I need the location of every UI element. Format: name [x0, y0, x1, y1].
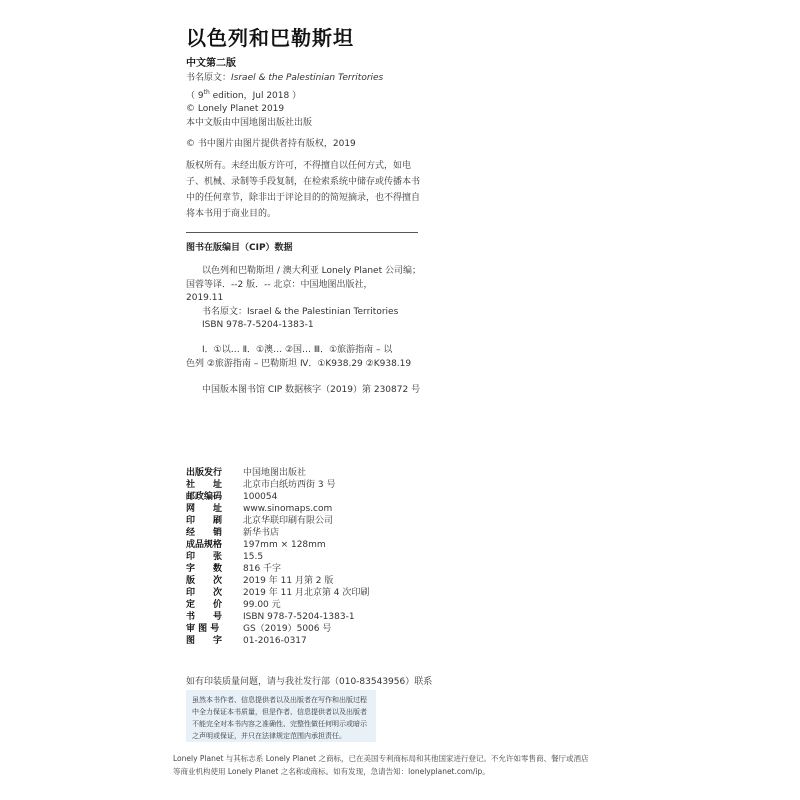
pub-value: www.sinomaps.com [243, 504, 333, 514]
pub-value: 北京华联印刷有限公司 [243, 516, 334, 526]
cip-record: 中国版本图书馆 CIP 数据核字（2019）第 230872 号 [202, 385, 421, 395]
original-title-en: Israel & the Palestinian Territories [231, 73, 384, 83]
pub-key: 图 字 [186, 636, 223, 646]
publisher-note: 本中文版由中国地图出版社出版 [186, 117, 313, 128]
pub-row [186, 599, 369, 611]
quality-contact-note: 如有印装质量问题，请与我社发行部（010-83543956）联系 [186, 677, 433, 687]
pub-key: 版 次 [186, 576, 223, 586]
pub-value: 新华书店 [243, 528, 280, 538]
pub-value: GS（2019）5006 号 [243, 624, 332, 634]
pub-key: 印 刷 [186, 516, 223, 526]
pub-row [186, 467, 369, 479]
pub-row [186, 611, 369, 623]
pub-row [186, 515, 369, 527]
original-edition-line [186, 86, 383, 104]
pub-row [186, 551, 369, 563]
pub-key: 印 次 [186, 588, 223, 598]
pub-key: 出版发行 [186, 468, 223, 478]
pub-value: 中国地图出版社 [243, 468, 307, 478]
cip-line: 书名原文：Israel & the Palestinian Territories [202, 306, 399, 317]
section-divider [186, 232, 418, 233]
rights-paragraph: 版权所有。未经出版方许可，不得擅自以任何方式，如电子、机械、录制等手段复制，在检索系统中储存或传播本书中的任何章节，除非出于评论目的的简短摘录，也不得擅自将本书用于商业目的。 [186, 161, 421, 219]
pub-value: 2019 年 11 月北京第 4 次印刷 [243, 588, 370, 598]
photo-copyright: © 书中图片由图片提供者持有版权，2019 [186, 139, 356, 149]
original-copyright: © Lonely Planet 2019 [186, 104, 285, 114]
edition-close: edition，Jul 2018 ） [209, 90, 302, 101]
pub-value: 15.5 [243, 552, 264, 562]
cip-line: 国蓉等译．--2 版．-- 北京：中国地图出版社， [186, 279, 373, 290]
pub-row [186, 479, 369, 491]
pub-key: 经 销 [186, 528, 223, 538]
cip-block [186, 265, 421, 333]
edition-label: 中文第二版 [186, 58, 236, 69]
pub-row [186, 575, 369, 587]
publication-info-table [186, 467, 369, 647]
pub-key: 定 价 [186, 600, 223, 610]
cip-line: 以色列和巴勒斯坦 / 澳大利亚 Lonely Planet 公司编； [202, 266, 421, 276]
pub-value: 197mm × 128mm [243, 540, 326, 550]
pub-value: 01-2016-0317 [243, 636, 307, 646]
pub-key: 书 号 [186, 612, 223, 622]
pub-key: 成品规格 [186, 540, 223, 550]
disclaimer-box: 虽然本书作者、信息提供者以及出版者在写作和出版过程中全力保证本书质量，但是作者、信息提供者以及出版者不能完全对本书内容之准确性、完整性做任何明示或暗示之声明或保证，并只在法律规定范围内承担责任。 [186, 690, 376, 742]
cip-heading: 图书在版编目（CIP）数据 [186, 243, 293, 253]
pub-row [186, 527, 369, 539]
original-info [186, 72, 383, 130]
pub-key: 邮政编码 [186, 492, 223, 502]
pub-value: ISBN 978-7-5204-1383-1 [243, 612, 355, 622]
pub-row [186, 563, 369, 575]
pub-value: 北京市白纸坊西街 3 号 [243, 480, 336, 490]
original-title-line [186, 72, 383, 86]
pub-key: 社 址 [186, 480, 223, 490]
pub-row [186, 503, 369, 515]
cip-line: ISBN 978-7-5204-1383-1 [202, 320, 314, 330]
edition-sup: th [203, 88, 210, 96]
pub-key: 字 数 [186, 564, 223, 574]
classification-line: 色列 ②旅游指南 – 巴勒斯坦 Ⅳ．①K938.29 ②K938.19 [186, 358, 412, 369]
pub-value: 99.00 元 [243, 600, 281, 610]
pub-row [186, 491, 369, 503]
original-title-prefix: 书名原文： [186, 73, 232, 83]
trademark-note: Lonely Planet 与其标志系 Lonely Planet 之商标，已在美国专利商标局和其他国家进行登记。不允许如零售商、餐厅或酒店等商业机构使用 Lonely Planet 之名称或商标。如有发现，急请告知：lonelyplanet.com/ip。 [173, 754, 589, 776]
book-title: 以色列和巴勒斯坦 [186, 26, 354, 50]
pub-row [186, 539, 369, 551]
cip-line: 2019.11 [186, 293, 224, 303]
cip-classification [186, 344, 411, 371]
pub-key: 审 图 号 [186, 624, 220, 634]
pub-value: 2019 年 11 月第 2 版 [243, 576, 334, 586]
pub-key: 印 张 [186, 552, 223, 562]
pub-key: 网 址 [186, 504, 223, 514]
pub-row [186, 587, 369, 599]
pub-row [186, 623, 369, 635]
classification-line: Ⅰ．①以… Ⅱ．①澳… ②国… Ⅲ．①旅游指南 – 以 [202, 345, 393, 355]
edition-open: （ 9 [186, 90, 204, 101]
pub-value: 816 千字 [243, 564, 282, 574]
pub-value: 100054 [243, 492, 278, 502]
pub-row [186, 635, 369, 647]
